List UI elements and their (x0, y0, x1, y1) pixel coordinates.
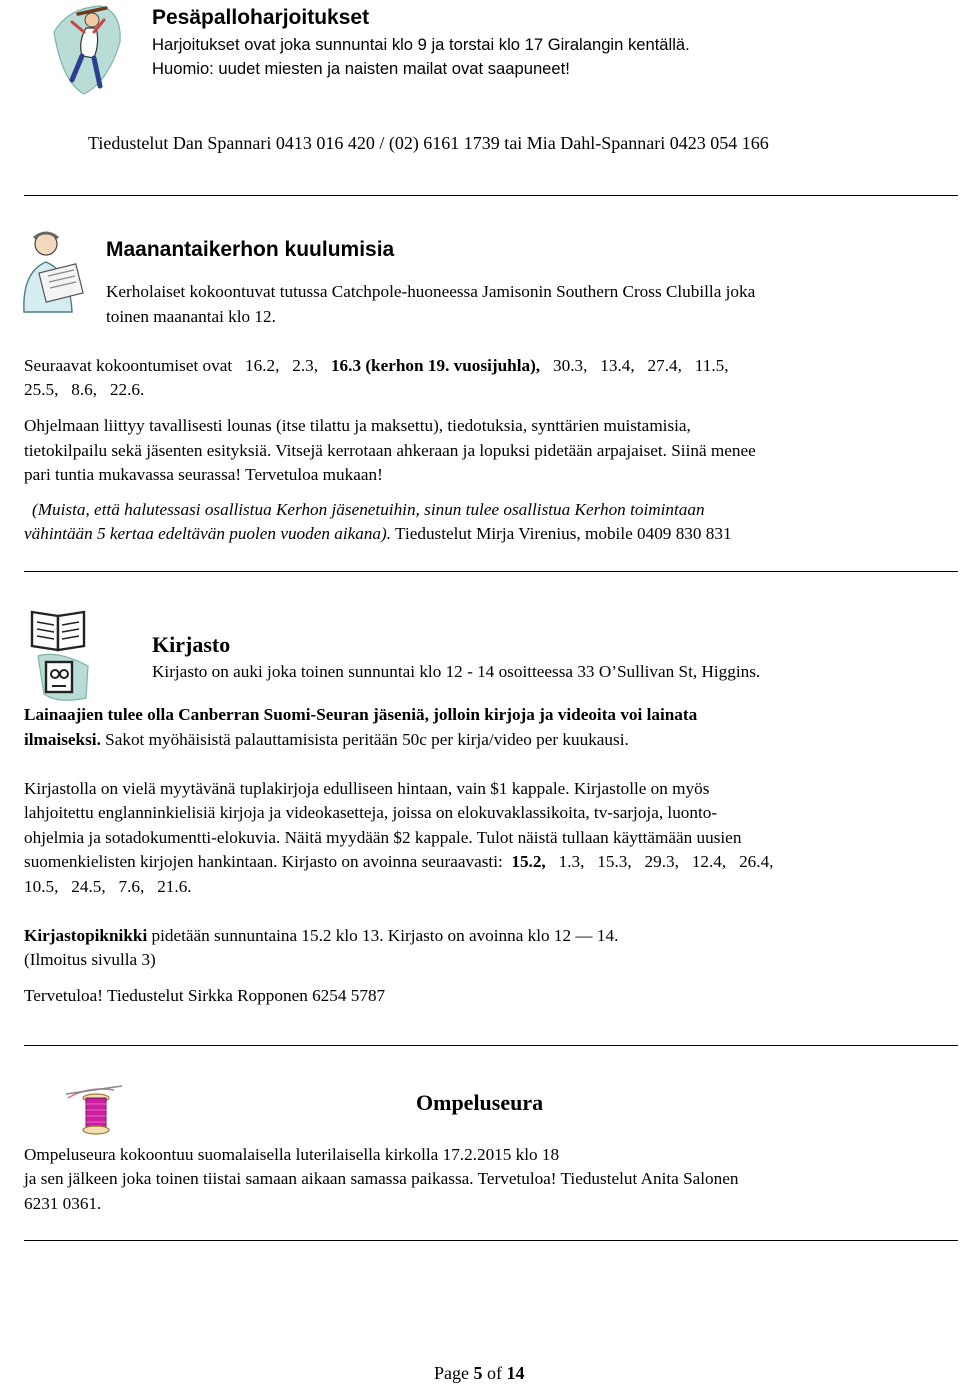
monday-program-line2: tietokilpailu sekä jäsenten esityksiä. Vitsejä kerrotaan ahkeraan ja lopuksi pidetään arpajaiset. Siinä menee (24, 441, 756, 460)
monday-dates-line2: 25.5, 8.6, 22.6. (24, 380, 145, 399)
library-picnic-line (24, 924, 618, 948)
library-picnic-note: (Ilmoitus sivulla 3) (24, 950, 156, 969)
page-footer (434, 1361, 525, 1385)
monday-anniversary-date: 16.3 (kerhon 19. vuosijuhla), (330, 356, 541, 375)
thread-spool-icon (64, 1084, 126, 1142)
page-number: 5 (473, 1363, 483, 1383)
library-sale-line5: 10.5, 24.5, 7.6, 21.6. (24, 877, 192, 896)
monday-note-italic: vähintään 5 kertaa edeltävän puolen vuoden aikana). (24, 524, 392, 543)
library-members-free: ilmaiseksi. (24, 730, 101, 749)
library-sale-line4 (24, 850, 773, 874)
sewing-line2: ja sen jälkeen joka toinen tiistai samaan aikaan samassa paikassa. Tervetuloa! Tiedustelut Anita Salonen (24, 1169, 739, 1188)
monday-intro-line1: Kerholaiset kokoontuvat tutussa Catchpole-huoneessa Jamisonin Southern Cross Clubilla joka (106, 282, 756, 301)
divider (24, 195, 958, 196)
monday-intro-line2: toinen maanantai klo 12. (106, 307, 276, 326)
divider (24, 1045, 958, 1046)
divider (24, 1240, 958, 1241)
library-sale-line3: ohjelmia ja sotadokumentti-elokuvia. Näitä myydään $2 kappale. Tulot näistä tullaan käyttämään uusien (24, 828, 742, 847)
library-members-bold: Lainaajien tulee olla Canberran Suomi-Seuran jäseniä, jolloin kirjoja ja videoita voi lainata (24, 705, 698, 724)
library-contact: Tervetuloa! Tiedustelut Sirkka Ropponen 6254 5787 (24, 986, 386, 1005)
baseball-player-icon (48, 2, 126, 96)
library-picnic-bold: Kirjastopiknikki (24, 926, 148, 945)
library-members-line2 (24, 728, 629, 752)
baseball-schedule: Harjoitukset ovat joka sunnuntai klo 9 ja torstai klo 17 Giralangin kentällä. (152, 35, 690, 54)
library-open-dates-intro: suomenkielisten kirjojen hankintaan. Kirjasto on avoinna seuraavasti: (24, 852, 512, 871)
sewing-title: Ompeluseura (416, 1090, 544, 1115)
baseball-notice: Huomio: uudet miesten ja naisten mailat ovat saapuneet! (152, 59, 570, 78)
divider (24, 571, 958, 572)
library-open-date-first: 15.2, (511, 852, 546, 871)
baseball-title: Pesäpalloharjoitukset (152, 6, 370, 29)
monday-note-line2 (24, 522, 732, 546)
library-fines: Sakot myöhäisistä palauttamisista peritään 50c per kirja/video per kuukausi. (100, 730, 629, 749)
monday-dates-start: Seuraavat kokoontumiset ovat 16.2, 2.3, (24, 356, 331, 375)
library-title: Kirjasto (152, 632, 231, 657)
sewing-line1: Ompeluseura kokoontuu suomalaisella luterilaisella kirkolla 17.2.2015 klo 18 (24, 1145, 560, 1164)
baseball-contact: Tiedustelut Dan Spannari 0413 016 420 / (02) 6161 1739 tai Mia Dahl-Spannari 0423 054 166 (88, 133, 769, 153)
page-total: 14 (506, 1363, 525, 1383)
page-label: Page (434, 1363, 474, 1383)
library-picnic-info: pidetään sunnuntaina 15.2 klo 13. Kirjasto on avoinna klo 12 — 14. (147, 926, 619, 945)
monday-program-line3: pari tuntia mukavassa seurassa! Tervetuloa mukaan! (24, 465, 383, 484)
library-members-line1 (24, 703, 697, 727)
monday-program-line1: Ohjelmaan liittyy tavallisesti lounas (itse tilattu ja maksettu), tiedotuksia, synttärien muistamisia, (24, 416, 691, 435)
library-sale-line1: Kirjastolla on vielä myytävänä tuplakirjoja edulliseen hintaan, vain $1 kappale. Kirjastolle on myös (24, 779, 710, 798)
monday-note-line1: (Muista, että halutessasi osallistua Kerhon jäsenetuihin, sinun tulee osallistua Kerhon toimintaan (32, 500, 705, 519)
monday-contact: Tiedustelut Mirja Virenius, mobile 0409 830 831 (391, 524, 732, 543)
monday-dates-line1 (24, 354, 729, 378)
man-reading-newspaper-icon (12, 228, 84, 314)
library-opening-hours: Kirjasto on auki joka toinen sunnuntai klo 12 - 14 osoitteessa 33 O’Sullivan St, Higgins. (152, 662, 761, 681)
library-book-icon (28, 606, 92, 702)
monday-dates-end: 30.3, 13.4, 27.4, 11.5, (540, 356, 729, 375)
sewing-line3: 6231 0361. (24, 1194, 102, 1213)
library-sale-line2: lahjoitettu englanninkielisiä kirjoja ja videokasetteja, joissa on elokuvaklassikoita, tv-sarjoja, luonto- (24, 803, 718, 822)
page-of-label: of (482, 1363, 507, 1383)
monday-club-title: Maanantaikerhon kuulumisia (106, 238, 395, 261)
library-open-dates: 1.3, 15.3, 29.3, 12.4, 26.4, (545, 852, 774, 871)
